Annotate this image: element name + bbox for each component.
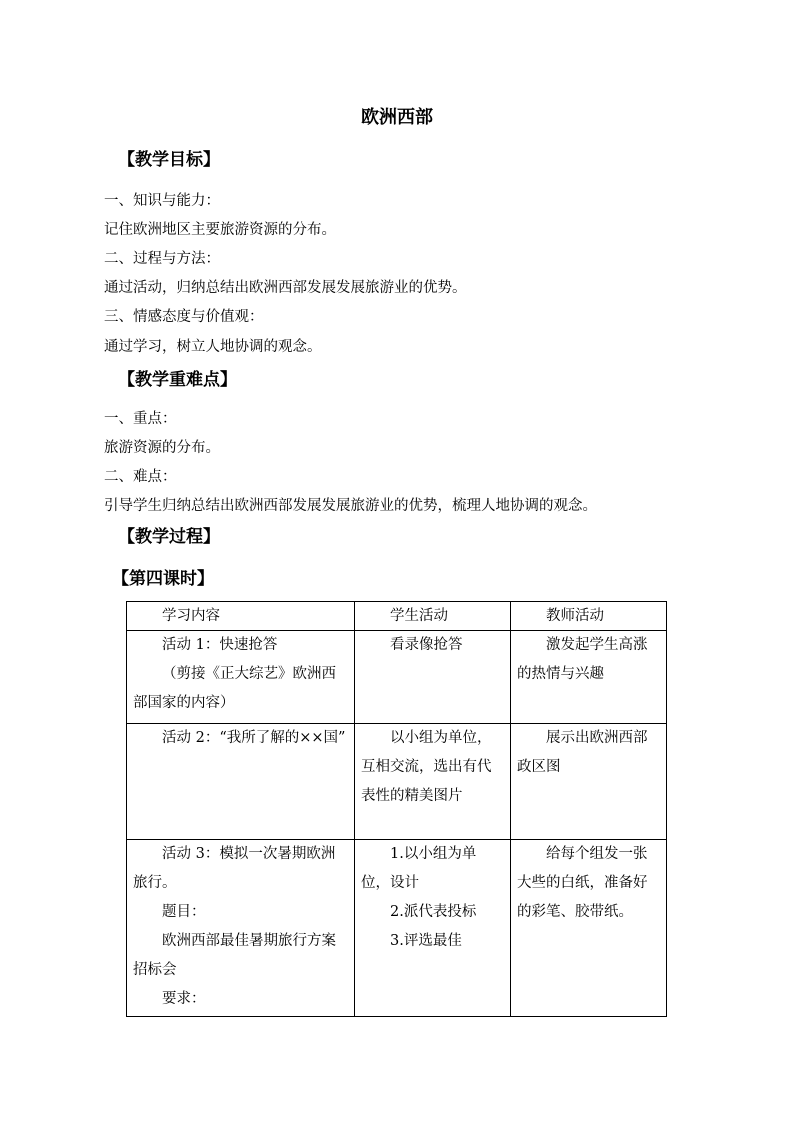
cell-text: 激发起学生高涨的热情与兴趣	[517, 637, 648, 682]
cell-text: 看录像抢答	[390, 637, 463, 653]
cell-teacher	[511, 724, 667, 840]
cell-text: 欧洲西部最佳暑期旅行方案招标会	[133, 933, 336, 978]
objective-line: 通过学习，树立人地协调的观念。	[104, 339, 322, 355]
cell-teacher	[511, 631, 667, 724]
objective-line: 一、知识与能力：	[104, 193, 220, 209]
cell-content	[127, 724, 355, 840]
cell-text: 活动 1：快速抢答	[162, 637, 278, 653]
cell-text: 1.以小组为单位，设计	[361, 846, 477, 891]
lesson-heading: 【第四课时】	[112, 569, 214, 589]
key-point-line: 二、难点：	[104, 469, 177, 485]
cell-content	[127, 840, 355, 1017]
header-content: 学习内容	[127, 602, 355, 631]
table-row	[127, 840, 667, 1017]
cell-text: 题目：	[162, 904, 206, 920]
objective-line: 通过活动，归纳总结出欧洲西部发展发展旅游业的优势。	[104, 280, 467, 296]
key-point-line: 一、重点：	[104, 411, 177, 427]
cell-text: （剪接《正大综艺》欧洲西部国家的内容）	[133, 666, 336, 711]
header-student: 学生活动	[355, 602, 511, 631]
cell-teacher	[511, 840, 667, 1017]
cell-text: 要求：	[162, 991, 206, 1007]
process-heading: 【教学过程】	[118, 527, 220, 547]
objective-line: 三、情感态度与价值观：	[104, 309, 264, 325]
cell-text: 2.派代表投标	[390, 904, 477, 920]
cell-student	[355, 840, 511, 1017]
cell-student	[355, 631, 511, 724]
cell-text: 活动 2：“我所了解的××国”	[162, 730, 346, 746]
cell-student	[355, 724, 511, 840]
objectives-heading: 【教学目标】	[118, 150, 220, 170]
key-points-heading: 【教学重难点】	[118, 370, 237, 390]
table-row	[127, 724, 667, 840]
cell-text: 以小组为单位，互相交流，选出有代表性的精美图片	[361, 730, 492, 804]
cell-content	[127, 631, 355, 724]
header-teacher: 教师活动	[511, 602, 667, 631]
cell-text: 展示出欧洲西部政区图	[517, 730, 648, 775]
table-row	[127, 631, 667, 724]
cell-text: 活动 3：模拟一次暑期欧洲旅行。	[133, 846, 336, 891]
cell-text: 3.评选最佳	[390, 933, 462, 949]
table-header-row	[127, 602, 667, 631]
key-point-line: 引导学生归纳总结出欧洲西部发展发展旅游业的优势，梳理人地协调的观念。	[104, 498, 597, 514]
page-title: 欧洲西部	[361, 107, 433, 128]
lesson-table	[126, 601, 667, 1017]
key-point-line: 旅游资源的分布。	[104, 440, 220, 456]
objective-line: 记住欧洲地区主要旅游资源的分布。	[104, 222, 336, 238]
cell-text: 给每个组发一张大些的白纸，准备好的彩笔、胶带纸。	[517, 846, 648, 920]
objective-line: 二、过程与方法：	[104, 251, 220, 267]
